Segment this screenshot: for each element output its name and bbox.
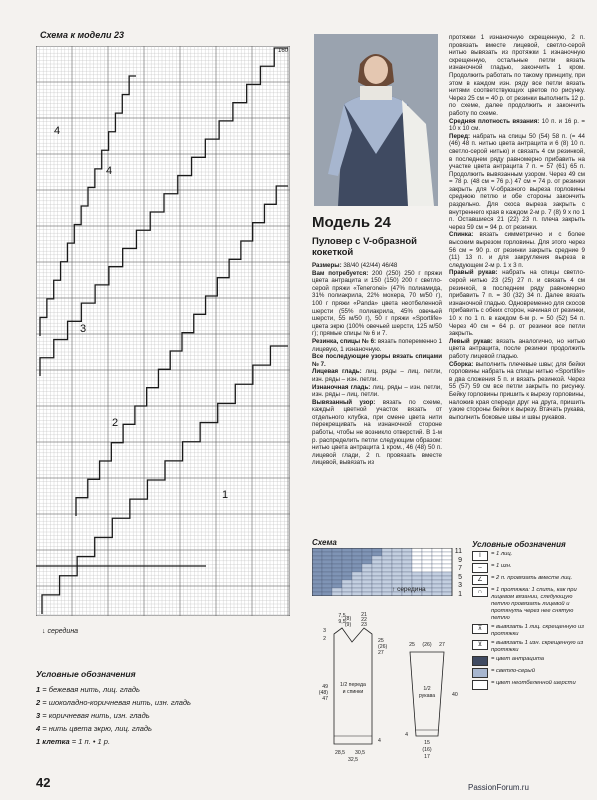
symbol-swatch: ∩	[472, 587, 488, 597]
instruction-text: 38/40 (42/44) 46/48	[341, 262, 398, 269]
instruction-text: вязать по схеме, каждый цветной участок вязать от отдельного клубка, при смене цвета нити перекрещивать на изнаночной стороне работы, чтобы не возникло отверстий. В 1-м р. распределить петли следующим образом: нитью цвета антрацита 1 кром., 46 (48) 50 п. лицевой глади, 2 п. провязать вместе лицевой, вывязать из	[312, 398, 442, 467]
instruction-paragraph	[449, 361, 585, 422]
symbol-legend-item	[472, 575, 592, 585]
legend-item-number: 2	[36, 698, 41, 707]
sleeve-label: 1/2	[423, 686, 431, 692]
instruction-text: набрать на спицы светло-серой нитью 23 (25) 27 п. и связать 4 см резинкой, в последнем ряду равномерно прибавить 7 п. = 30 (32) 34 п. Далее вязать изнаночной гладью. Одновременно для скосов прибавить с обеих сторон, начиная от резинки, 10 х по 1 п. в каждом 6-м р. = 50 (52) 54 п. Через 40 см = 64 р. от резинки все петли закрыть.	[449, 269, 585, 338]
measure-body-width: 30,5	[354, 750, 366, 756]
small-center-marker: ↑ середина	[392, 586, 426, 593]
instruction-heading: Размеры:	[312, 262, 342, 269]
body-label: 1/2 переда	[340, 682, 366, 688]
measure-body-height: 49	[322, 684, 328, 690]
schema-row-numbers	[452, 548, 462, 600]
legend-item-number: 3	[36, 711, 41, 720]
legend-item-number: 1 клетка	[36, 737, 70, 746]
symbol-swatch: ⊻	[472, 640, 488, 650]
legend-item-text: = бежевая нить, лиц. гладь	[40, 685, 140, 694]
region-number-4: 4	[54, 125, 61, 137]
symbol-description: = вывязать 1 лиц. скрещенную из протяжки	[491, 624, 584, 637]
symbol-description: = 1 лиц.	[491, 551, 513, 557]
symbol-swatch: –	[472, 563, 488, 573]
measure-depth: 27	[378, 650, 384, 656]
legend-item-text: = 1 п. • 1 р.	[69, 737, 111, 746]
measure-sleeve-width: 25	[409, 642, 415, 648]
legend-item-number: 4	[36, 724, 41, 733]
symbol-description: = светло-серый	[491, 668, 535, 674]
measure-neck: 23	[361, 622, 367, 628]
region-number-3: 3	[80, 323, 87, 335]
measure-sleeve-width: 27	[439, 642, 445, 648]
model-photo	[314, 34, 438, 206]
instruction-text: вязать попеременно 1 лицевую, 1 изнаночную.	[312, 337, 442, 353]
small-schema-title: Схема	[312, 538, 337, 547]
knitting-chart	[36, 46, 290, 616]
instructions-column-2	[449, 34, 585, 421]
instruction-heading: Перед:	[449, 132, 471, 140]
instruction-paragraph	[449, 34, 585, 118]
instruction-heading: Средняя плотность вязания:	[449, 117, 540, 125]
measure-shoulder: 9,5	[338, 619, 346, 625]
garment-patterns	[312, 612, 472, 762]
schema-row-number: 7	[458, 565, 462, 573]
instruction-paragraph	[312, 338, 442, 353]
instruction-paragraph	[449, 118, 585, 133]
legend-item	[36, 722, 306, 735]
instruction-paragraph	[449, 231, 585, 269]
instruction-text: вязать аналогично, но нитью цвета антрацита, после резинки продолжить работу лицевой гладью.	[449, 337, 585, 360]
instruction-heading: Вам потребуется:	[312, 269, 369, 277]
symbol-description: = цвет антрацита	[491, 656, 544, 662]
instruction-heading: Изнаночная гладь:	[312, 383, 371, 391]
symbol-swatch: I	[472, 551, 488, 561]
measure-body-cuff: 4	[378, 738, 381, 744]
symbol-legend-item	[472, 640, 592, 654]
legend-item	[36, 735, 306, 748]
symbol-legend-item	[472, 624, 592, 638]
small-center-label: середина	[397, 586, 426, 593]
symbol-legend-item	[472, 551, 592, 561]
schema-row-number: 3	[458, 582, 462, 590]
symbol-legend-item	[472, 656, 592, 666]
symbol-swatch: ∠	[472, 575, 488, 585]
schema-row-number: 9	[458, 556, 462, 564]
measure-body-height: (48)	[318, 690, 328, 696]
measure-depth: 25	[378, 638, 384, 644]
instruction-paragraph	[312, 384, 442, 399]
symbol-swatch: ⊼	[472, 624, 488, 634]
instruction-text: 200 (250) 250 г пряжи цвета антрацита и 150 (150) 200 г светло-серой пряжи «Teneronei» (47% полиамида, 31% полиакрила, 22% мохера, 70 м/50 г), 100 г пряжи «Panda» цвета неотбеленной шерсти (55% полиакрила, 45% овечьей шерсти, 55 м/50 г), 50 г пряжи «Sportlife» цвета экрю (100% овечьей шерсти, 125 м/50 г); прямые спицы № 6 и 7.	[312, 269, 442, 338]
measure-sleeve-width: (26)	[422, 642, 432, 648]
symbol-legend-item	[472, 587, 592, 622]
symbol-legend-item	[472, 668, 592, 678]
instruction-heading: Вывязанный узор:	[312, 398, 376, 406]
measure-sleeve-bottom: (16)	[422, 747, 432, 753]
model-photo-illustration	[314, 34, 438, 206]
measure-sleeve-bottom: 17	[424, 754, 430, 760]
symbol-legend-item	[472, 680, 592, 690]
region-number-1: 1	[222, 489, 229, 501]
symbol-swatch	[472, 656, 488, 666]
schema-row-number: 11	[454, 548, 462, 555]
measure-depth: (26)	[378, 644, 388, 650]
instruction-heading: Спинка:	[449, 231, 474, 239]
symbol-legend	[472, 541, 592, 692]
legend-item-text: = нить цвета экрю, лиц. гладь	[40, 724, 153, 733]
symbol-legend-title: Условные обозначения	[472, 540, 566, 549]
symbol-description: = 1 протяжка: 1 спить, как при лицевом вязании, следующую петлю провязать лицевой и протянуть через нее снятую петлю	[491, 587, 577, 621]
instruction-paragraph	[312, 262, 442, 270]
legend-item	[36, 709, 306, 722]
instruction-heading: Лицевая гладь:	[312, 368, 362, 376]
symbol-swatch	[472, 680, 488, 690]
region-number-2: 2	[112, 417, 119, 429]
symbol-description: = 2 п. провязать вместе лиц.	[491, 575, 573, 581]
small-schema-grid	[312, 548, 464, 596]
symbol-description: = цвет неотбеленной шерсти	[491, 680, 576, 686]
model-subtitle: Пуловер с V-образной кокеткой	[312, 236, 418, 258]
instruction-heading: Сборка:	[449, 360, 474, 368]
legend-item	[36, 683, 306, 696]
measure-body-height: 47	[322, 696, 328, 702]
measure-sleeve-cuff: 4	[405, 732, 408, 738]
measure-left: 3	[323, 628, 326, 634]
legend-item-text: = шоколадно-коричневая нить, изн. гладь	[40, 698, 191, 707]
instructions-column-1	[312, 262, 442, 467]
symbol-swatch	[472, 668, 488, 678]
body-label: и спинки	[342, 689, 364, 695]
sleeve-label: рукава	[418, 693, 436, 699]
measure-neck: 22	[361, 617, 367, 623]
instruction-paragraph	[449, 269, 585, 337]
page-number: 42	[36, 775, 51, 790]
instruction-paragraph	[312, 399, 442, 467]
instruction-text: набрать на спицы 50 (54) 58 п. (= 44 (46) 48 п. нитью цвета антрацита и 6 (8) 10 п. светло-серой нитью) и связать 4 см резинкой, в последнем ряду равномерно прибавить на участке цвета антрацита 7 п. = 57 (61) 65 п. Продолжить вывязанным узором. Через 49 см = 78 р. (48 см = 76 р.) 47 см = 74 р. от резинки закрыть для V-образного выреза горловины среднюю петлю и обе стороны закончить раздельно. Для скоса выреза закрыть с внутреннего края в каждом 2-м р. 7 (8) 9 х по 1 п. Оставшиеся 21 (22) 23 п. плеча закрыть через 59 см = 94 р. от резинки.	[449, 132, 585, 231]
instruction-heading: Резинка, спицы № 6:	[312, 337, 377, 345]
measure-shoulder: 7,5	[338, 613, 346, 619]
measure-body-width: 32,5	[347, 757, 359, 762]
measure-neck: 21	[361, 612, 367, 618]
instruction-heading: Правый рукав:	[449, 269, 498, 277]
measure-body-width: 28,5	[334, 750, 346, 756]
symbol-legend-item	[472, 563, 592, 573]
instruction-text: лиц. ряды – изн. петли, изн. ряды – лиц. петли.	[312, 383, 442, 399]
instruction-heading: Все последующие узоры вязать спицами № 7.	[312, 353, 442, 368]
instruction-text: протяжки 1 изнаночную скрещенную, 2 п. провязать вместе лицевой, светло-серой нитью вывязать из протяжки 1 изнаночную скрещенную, остальные петли вязать изнаночной гладью, закончить 1 кром. Продолжить работать по такому принципу, при этом в каждом изн. ряду все петли вязать нитями соответствующих цветов по рисунку. Через 25 см = 40 р. от резинки выполнить 12 р. по схеме, далее продолжить и закончить работу по схеме.	[449, 34, 585, 117]
symbol-description: = вывязать 1 изн. скрещенную из протяжки	[491, 640, 584, 653]
instruction-paragraph	[312, 353, 442, 368]
measure-sleeve-height: 40	[452, 692, 458, 698]
top-row-number: 160	[277, 48, 288, 54]
instruction-paragraph	[449, 133, 585, 232]
instruction-text: выполнить плечевые швы; для бейки горловины набрать на спицы нитью «Sportlife» в два сложения 5 п. и вязать резинкой. Через 55 (57) 59 см все петли закрыть по рисунку. Бейку горловины пришить к вырезу горловины, наложив края спереди друг на друга, пришить узкие стороны бейки к вырезу. Втачать рукава, выполнить боковые швы и швы рукавов.	[449, 360, 585, 421]
region-number-4: 4	[106, 165, 113, 177]
model-title: Модель 24	[312, 214, 391, 231]
chart-legend	[36, 668, 306, 748]
schema-row-number: 5	[458, 573, 462, 581]
measure-upper: (9)	[344, 622, 352, 628]
measure-sleeve-bottom: 15	[424, 740, 430, 746]
instruction-paragraph	[312, 270, 442, 338]
instruction-paragraph	[312, 368, 442, 383]
instruction-text: вязать симметрично и с более высоким вырезом горловины. Для этого через 56 см = 90 р. от резинки закрыть средние 9 (11) 13 п. и для закругления выреза в следующем 2-м р. 1 х 3 п.	[449, 231, 585, 269]
instruction-text: 10 п. и 16 р. = 10 х 10 см.	[449, 117, 585, 133]
center-label: середина	[47, 628, 79, 635]
legend-item-number: 1	[36, 685, 41, 694]
watermark: PassionForum.ru	[468, 783, 529, 792]
center-marker: ↓ середина	[42, 628, 79, 635]
instruction-heading: Левый рукав:	[449, 337, 493, 345]
legend-item	[36, 696, 306, 709]
symbol-description: = 1 изн.	[491, 563, 512, 569]
legend-item-text: = коричневая нить, изн. гладь	[40, 711, 150, 720]
instruction-paragraph	[449, 338, 585, 361]
legend-title: Условные обозначения	[36, 669, 136, 679]
measure-left: 2	[323, 636, 326, 642]
measure-upper: (8)	[344, 616, 352, 622]
chart-title: Схема к модели 23	[40, 30, 124, 40]
instruction-text: лиц. ряды – лиц. петли, изн. ряды – изн. петли.	[312, 368, 442, 383]
schema-row-number: 1	[458, 590, 462, 598]
